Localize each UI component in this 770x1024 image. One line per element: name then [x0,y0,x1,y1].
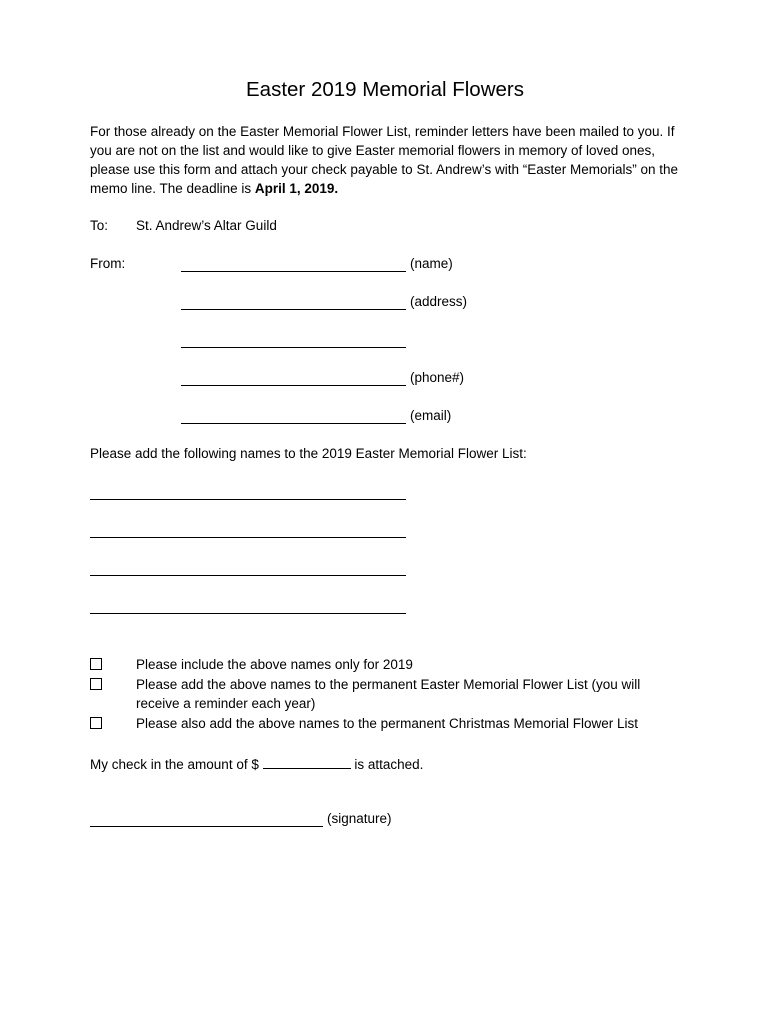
name-field-line[interactable] [181,271,406,272]
intro-paragraph [90,122,680,198]
name-field-label: (name) [410,256,453,271]
memorial-name-line-3[interactable] [90,575,406,576]
address-field-label: (address) [410,294,468,309]
option-2019-only-label: Please include the above names only for 2019 [136,657,413,672]
option-permanent-easter-label-cont: receive a reminder each year) [136,696,316,711]
check-amount-suffix: is attached. [354,757,424,772]
signature-line[interactable] [90,826,323,827]
check-amount-field[interactable] [263,754,351,769]
page-title: Easter 2019 Memorial Flowers [246,78,524,101]
deadline-date: April 1, 2019. [254,181,339,196]
memorial-name-line-4[interactable] [90,613,406,614]
address-line-2[interactable] [181,347,406,348]
from-label: From: [90,256,126,271]
option-permanent-christmas-label: Please also add the above names to the permanent Christmas Memorial Flower List [136,716,638,731]
option-permanent-easter-label: Please add the above names to the permanent Easter Memorial Flower List (you will [136,677,641,692]
address-field-line[interactable] [181,309,406,310]
check-amount-prefix: My check in the amount of $ [90,757,259,772]
checkbox-permanent-christmas[interactable] [90,717,102,729]
memorial-name-line-2[interactable] [90,537,406,538]
phone-field-line[interactable] [181,385,406,386]
checkbox-2019-only[interactable] [90,658,102,670]
email-field-label: (email) [410,408,452,423]
memorial-name-line-1[interactable] [90,499,406,500]
phone-field-label: (phone#) [410,370,465,385]
to-label: To: [90,218,109,233]
intro-text: For those already on the Easter Memorial Flower List, reminder letters have been mailed to you. If you are not on the list and would like to give Easter memorial flowers in memory of loved ones, please use this form and attach your check payable to St. Andrew’s with “Easter Memorials” on the memo line. The deadline is [90,124,679,196]
signature-label: (signature) [327,811,392,826]
names-prompt: Please add the following names to the 2019 Easter Memorial Flower List: [90,446,527,461]
check-amount-text [90,754,423,772]
to-value: St. Andrew’s Altar Guild [136,218,277,233]
checkbox-permanent-easter[interactable] [90,678,102,690]
email-field-line[interactable] [181,423,406,424]
